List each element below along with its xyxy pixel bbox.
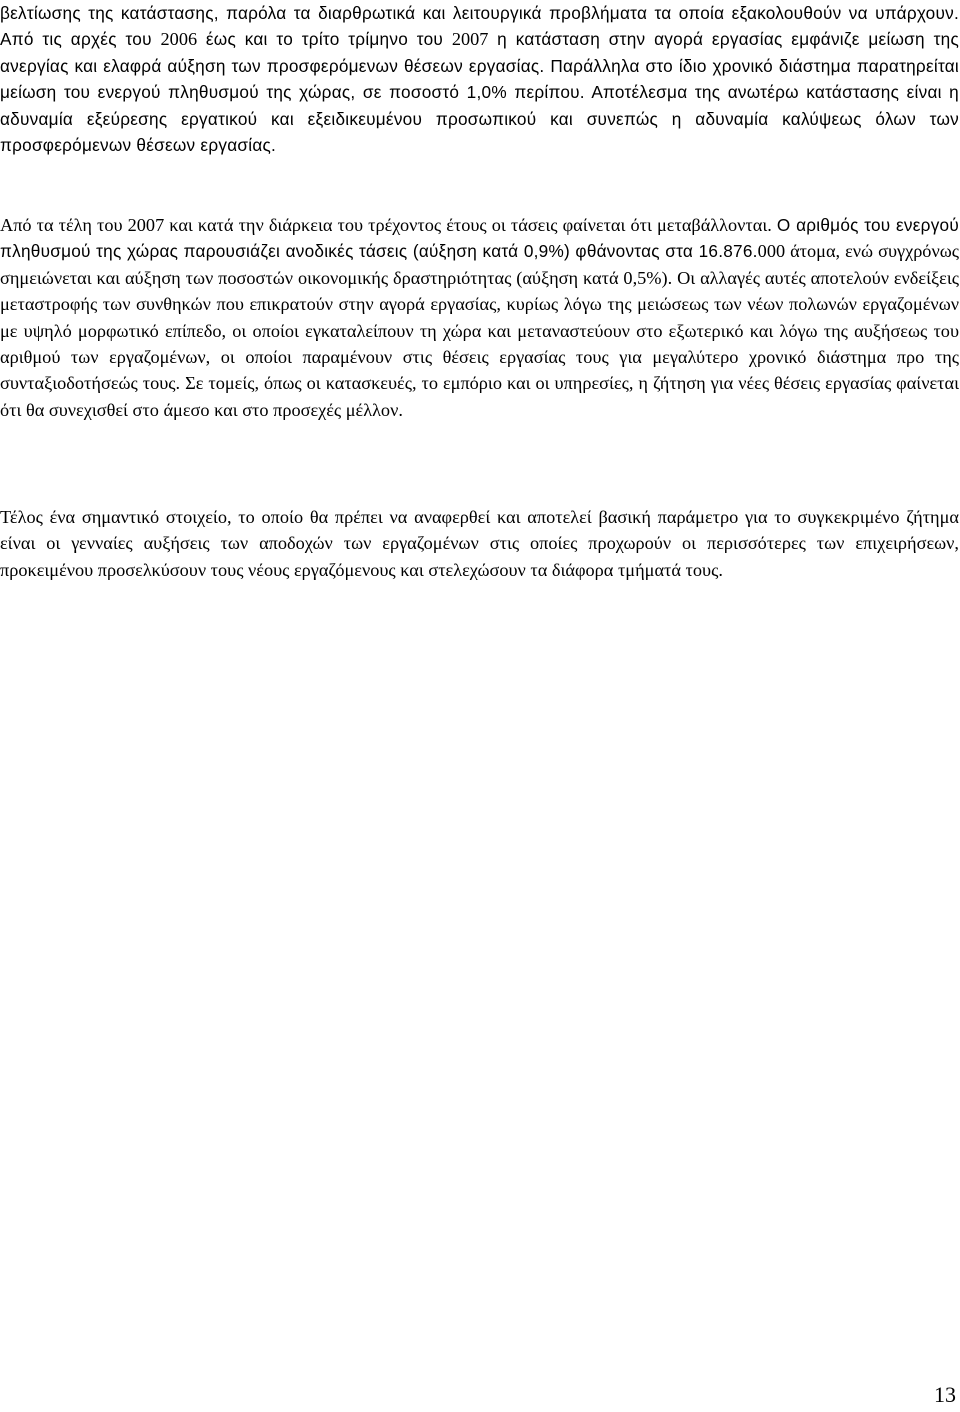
text-run: έως και το τρίτο τρίμηνο του xyxy=(197,29,452,50)
text-run: βελτίωσης της κατάστασης, παρόλα τα διαρθρωτικά και λειτουργικά προβλήματα τα οποία εξακολουθούν να υπάρχουν. xyxy=(0,3,959,23)
paragraph-labor-market-trends xyxy=(0,212,959,423)
paragraph-wage-increases xyxy=(0,504,959,583)
text-run: η κατάσταση στην αγορά εργασίας εμφάνιζε μείωση της ανεργίας και ελαφρά αύξηση των προσφερόμενων θέσεων εργασίας. Παράλληλα στο ίδιο χρονικό διάστημα παρατηρείται μείωση του ενεργού πληθυσμού της χώρας, σε ποσοστό 1,0% περίπου. Αποτέλεσμα της ανωτέρω κατάστασης είναι η αδυναμία εξεύρεσης εργατικού και εξειδικευμένου προσωπικού και συνεπώς η αδυναμία καλύψεως όλων των προσφερόμενων θέσεων εργασίας. xyxy=(0,29,959,156)
text-run: Τέλος ένα σημαντικό στοιχείο, το οποίο θα πρέπει να αναφερθεί και αποτελεί βασική παράμετρο για το συγκεκριμένο ζήτημα είναι οι γενναίες αυξήσεις των αποδοχών των εργαζομένων στις οποίες προχωρούν οι περισσότερες των επιχειρήσεων, προκειμένου προσελκύσουν τους νέους εργαζόμενους και στελεχώσουν τα διάφορα τμήματά τους. xyxy=(0,507,959,580)
page-number: 13 xyxy=(934,1382,956,1407)
text-run: Από τις αρχές του xyxy=(0,29,161,50)
text-run: Ο αριθμός του ενεργού πληθυσμού της χώρας παρουσιάζει ανοδικές τάσεις (αύξηση κατά 0,9%) φθάνοντας στα 16.876. xyxy=(0,215,959,262)
text-run: Από τα τέλη του 2007 και κατά την διάρκεια του τρέχοντος έτους οι τάσεις φαίνεται ότι μεταβάλλονται. xyxy=(0,215,777,235)
paragraph-labor-market-2006-2007 xyxy=(0,0,959,158)
text-run: 000 άτομα, ενώ συγχρόνως σημειώνεται και αύξηση των ποσοστών οικονομικής δραστηριότητας (αύξηση κατά 0,5%). Οι αλλαγές αυτές αποτελούν ενδείξεις μεταστροφής των συνθηκών που επικρατούν στην αγορά εργασίας, κυρίως λόγω της μειώσεως των νέων πολωνών εργαζομένων με υψηλό μορφωτικό επίπεδο, οι οποίοι εγκαταλείπουν τη χώρα και μεταναστεύουν στο εξωτερικό και λόγω της αυξήσεως του αριθμού των εργαζομένων, οι οποίοι παραμένουν στις θέσεις εργασίας τους για μεγαλύτερο χρονικό διάστημα προ της συνταξιοδοτήσεώς τους. Σε τομείς, όπως οι κατασκευές, το εμπόριο και οι υπηρεσίες, η ζήτηση για νέες θέσεις εργασίας φαίνεται ότι θα συνεχισθεί στο άμεσο και στο προσεχές μέλλον. xyxy=(0,241,959,420)
text-run: 2006 xyxy=(160,29,198,50)
text-run: 2007 xyxy=(451,29,489,50)
